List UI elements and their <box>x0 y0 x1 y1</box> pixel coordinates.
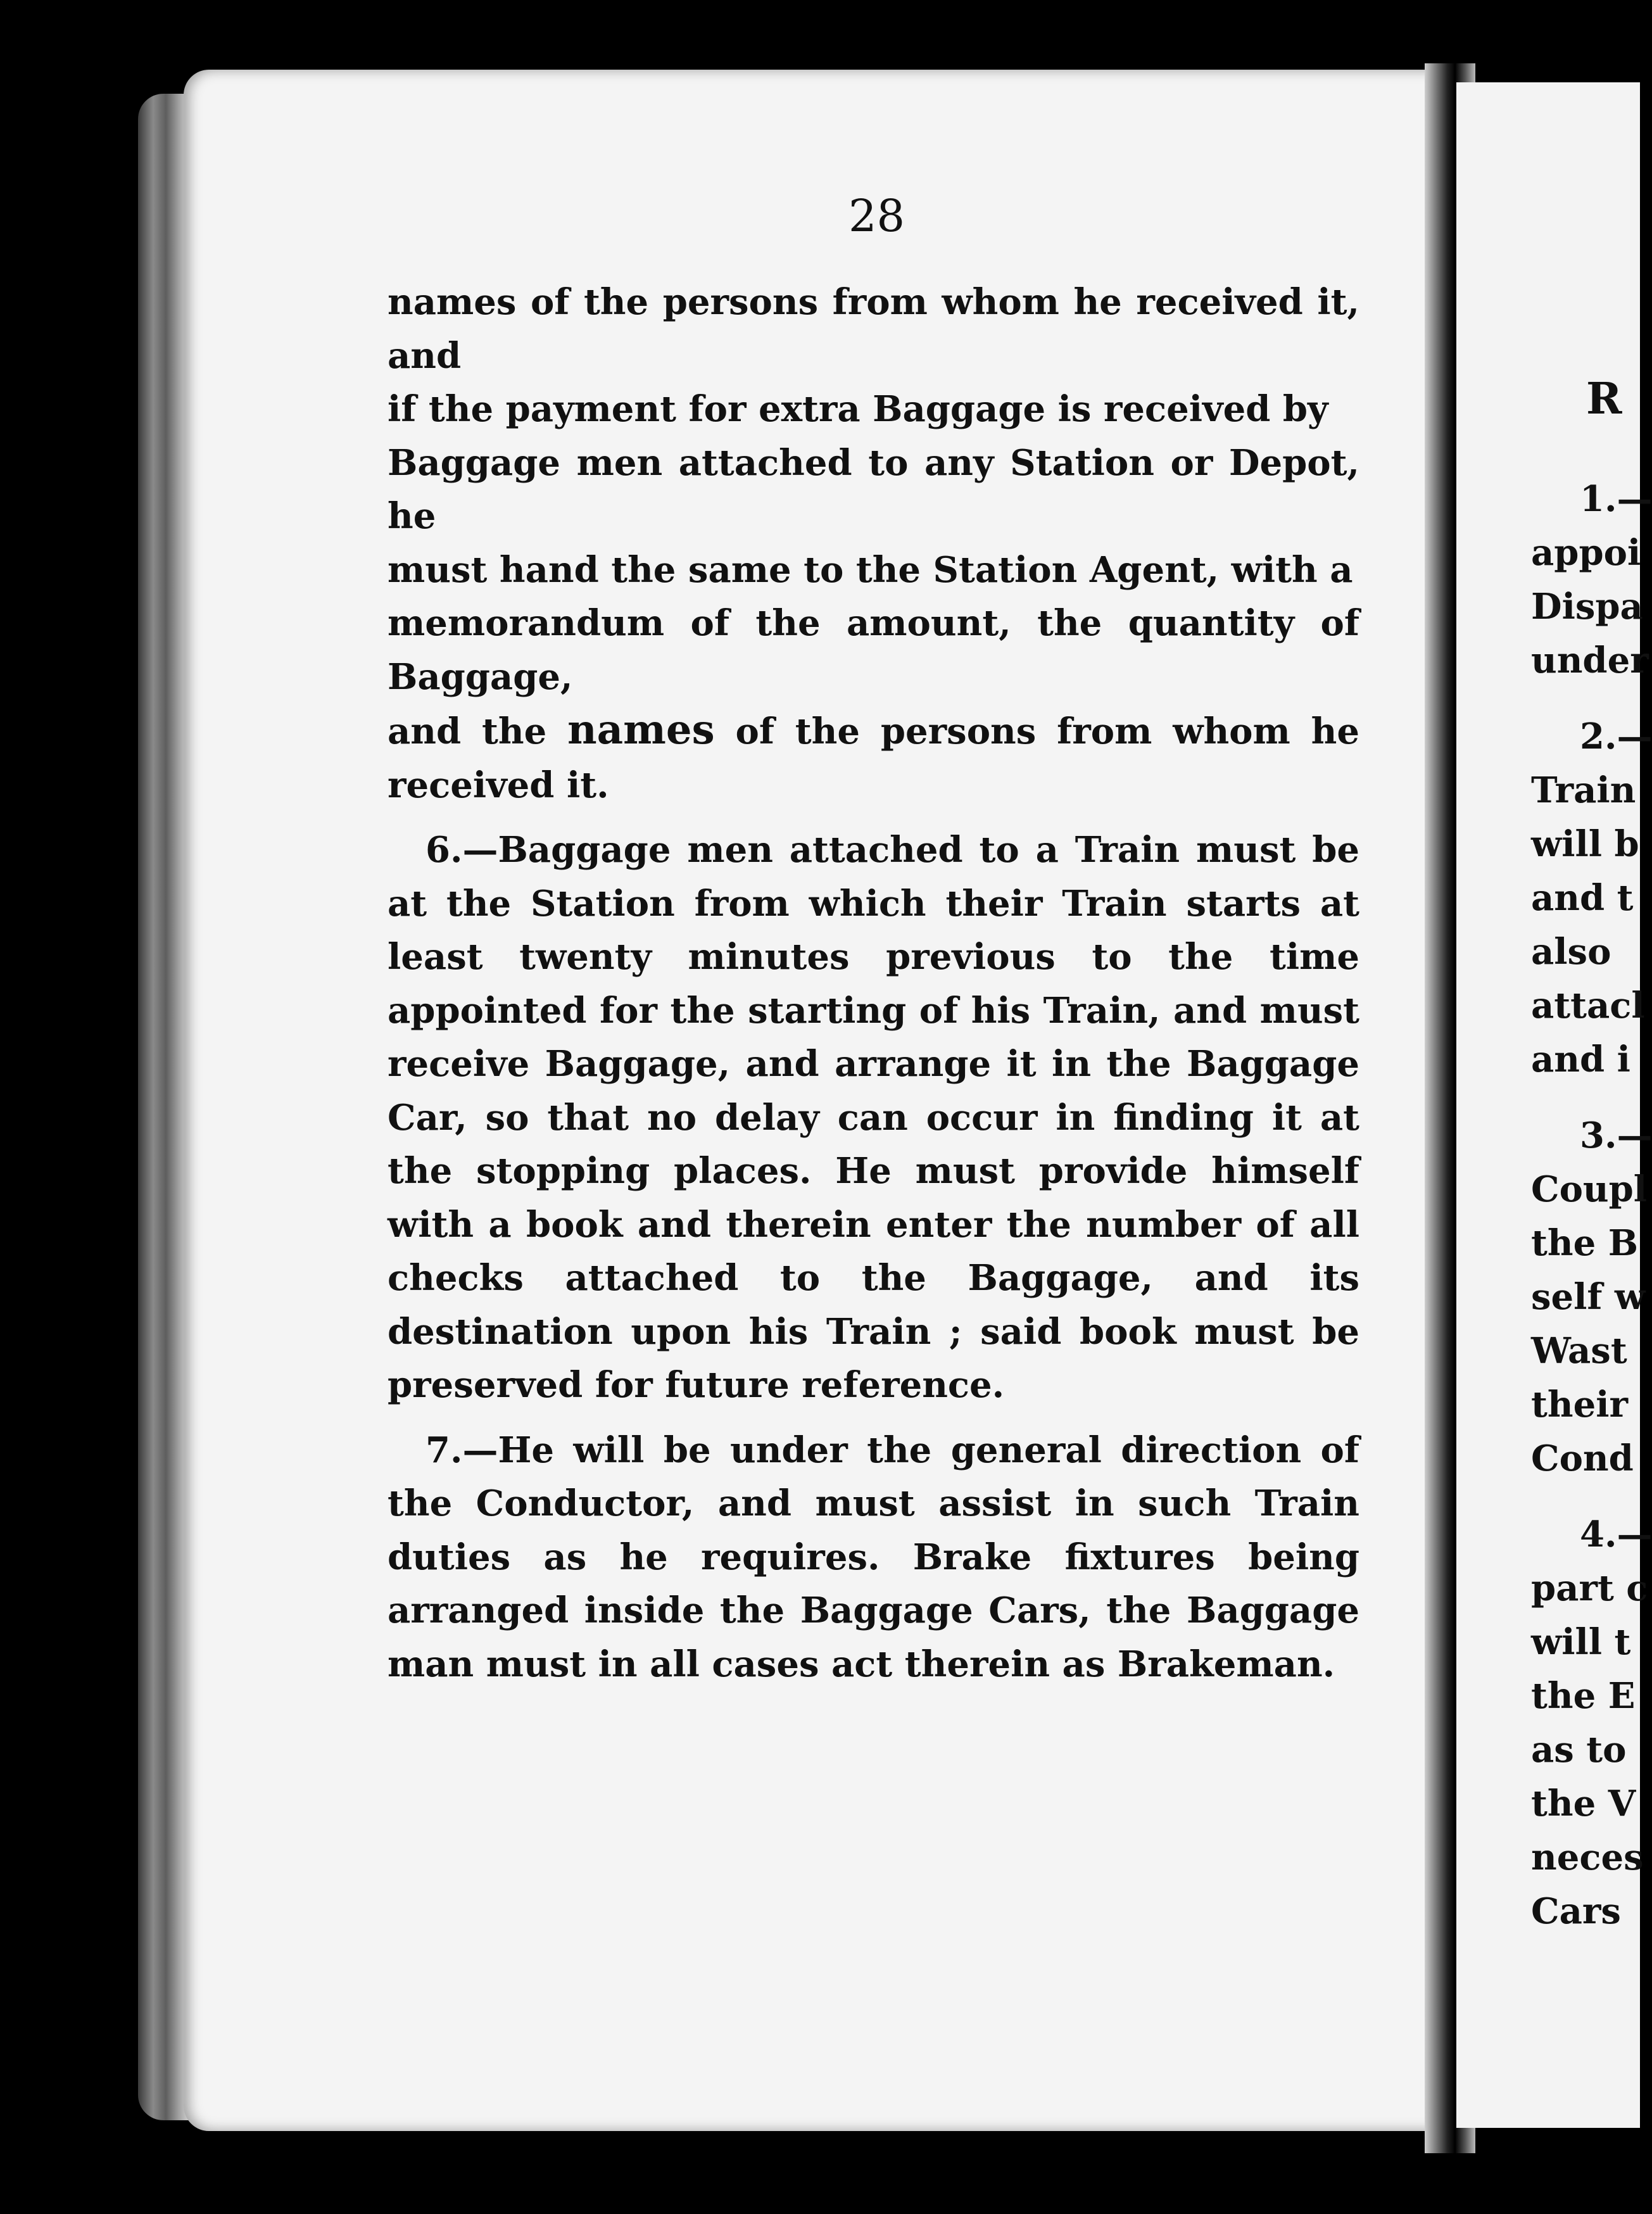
right-page-line: the B <box>1531 1222 1639 1264</box>
right-page-line: and t <box>1531 877 1634 919</box>
right-page-line: 2.— <box>1580 716 1652 757</box>
right-page-line: 1.— <box>1580 478 1652 520</box>
continuation-line: memorandum of the amount, the quantity of Baggage, <box>388 602 1359 698</box>
continuation-line: names of the persons from whom he received it, and <box>388 281 1359 377</box>
right-page-line: will t <box>1531 1621 1631 1663</box>
right-page-line: Cars <box>1531 1890 1621 1932</box>
continuation-end <box>388 704 1359 812</box>
right-page-line: Cond <box>1531 1438 1634 1479</box>
names-emphasis: names <box>567 706 715 754</box>
continuation-end-after: of the persons from whom he received it. <box>388 711 1359 806</box>
left-page-text <box>388 275 1359 1691</box>
continuation-end-before: and the <box>388 711 568 752</box>
right-page-line: 4.— <box>1580 1514 1652 1555</box>
paragraph-7: 7.—He will be under the general direction of the Conductor, and must assist in such Train duties as he requires. Brake fixtures being arranged inside the Baggage Cars, the Baggage man must in all cases act therein as Brakeman. <box>388 1429 1359 1685</box>
page-number: 28 <box>848 190 905 242</box>
right-page-line: as to <box>1531 1729 1627 1771</box>
right-page-line: the E <box>1531 1675 1636 1717</box>
paragraph-6: 6.—Baggage men attached to a Train must be at the Station from which their Train starts at least twenty minutes previous to the time appointed for the starting of his Train, and must receive Baggage, and arrange it in the Baggage Car, so that no delay can occur in finding it at the stopping places. He must provide himself with a book and therein enter the number of all checks attached to the Baggage, and its destination upon his Train ; said book must be preserved for future reference. <box>388 829 1359 1406</box>
right-page-heading: R <box>1586 374 1622 424</box>
right-page-line: and i <box>1531 1039 1630 1080</box>
right-page-line: Wast <box>1531 1330 1627 1372</box>
continuation-line: must hand the same to the Station Agent, with a <box>388 548 1353 591</box>
right-page-line: Coupl <box>1531 1168 1648 1210</box>
right-page-line: under <box>1531 640 1649 681</box>
right-page-line: appoi <box>1531 532 1641 574</box>
right-page-line: the V <box>1531 1783 1636 1825</box>
right-page-line: also <box>1531 931 1611 973</box>
right-page-line: part c <box>1531 1567 1648 1609</box>
continuation-line: Baggage men attached to any Station or Depot, he <box>388 441 1359 537</box>
right-page-line: 3.— <box>1580 1115 1652 1156</box>
right-page-line: self w <box>1531 1276 1646 1318</box>
page-edge <box>138 94 189 2120</box>
right-page-line: Train <box>1531 769 1636 811</box>
right-page-line: attacl <box>1531 985 1645 1027</box>
right-page-line: Dispa <box>1531 586 1643 628</box>
right-page-line: neces <box>1531 1837 1644 1878</box>
right-page-line: their <box>1531 1384 1628 1426</box>
right-page-line: will b <box>1531 823 1639 865</box>
continuation-line: if the payment for extra Baggage is received by <box>388 388 1328 430</box>
